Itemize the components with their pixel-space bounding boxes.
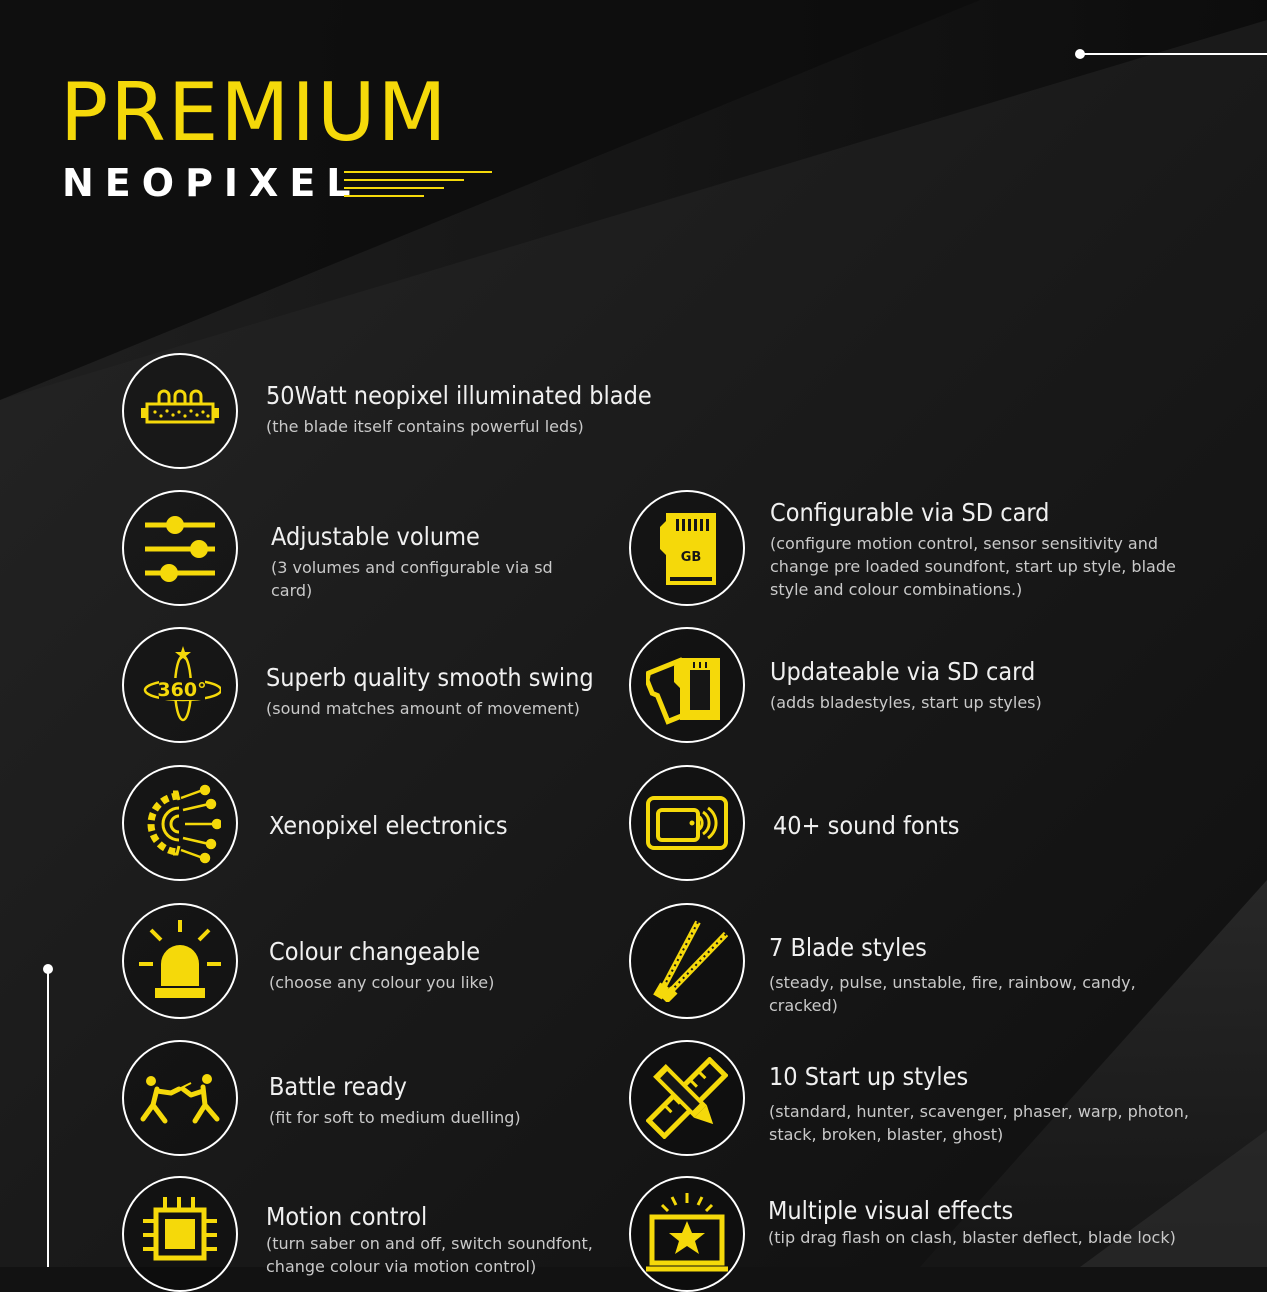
- feature-desc: (fit for soft to medium duelling): [269, 1108, 521, 1127]
- feature-title: Xenopixel electronics: [269, 811, 508, 840]
- siren-light-icon: [122, 903, 238, 1019]
- feature-desc: (turn saber on and off, switch soundfont, change colour via motion control): [266, 1234, 593, 1276]
- feature-title: Motion control: [266, 1202, 428, 1231]
- feature-title: 7 Blade styles: [769, 933, 927, 962]
- feature-title: 10 Start up styles: [769, 1062, 969, 1091]
- feature-desc: (configure motion control, sensor sensitivity and change pre loaded soundfont, start up style, blade style and colour combinations.): [770, 534, 1176, 599]
- feature-title: 50Watt neopixel illuminated blade: [266, 381, 652, 410]
- sd-card-gb-icon: [629, 490, 745, 606]
- feature-title: Colour changeable: [269, 937, 481, 966]
- chip-icon: [122, 1176, 238, 1292]
- feature-title: Updateable via SD card: [770, 657, 1036, 686]
- feature-desc: (choose any colour you like): [269, 973, 495, 992]
- feature-desc: (3 volumes and configurable via sd card): [271, 558, 553, 600]
- title-premium: PREMIUM: [60, 66, 449, 159]
- feature-desc: (adds bladestyles, start up styles): [770, 693, 1042, 712]
- feature-title: Multiple visual effects: [768, 1196, 1014, 1225]
- feature-title: Battle ready: [269, 1072, 407, 1101]
- sliders-icon: [122, 490, 238, 606]
- led-strip-icon: [122, 353, 238, 469]
- feature-title: 40+ sound fonts: [773, 811, 960, 840]
- feature-desc: (sound matches amount of movement): [266, 699, 580, 718]
- svg-text:360°: 360°: [157, 679, 207, 701]
- star-screen-icon: [629, 1176, 745, 1292]
- feature-desc: (the blade itself contains powerful leds): [266, 417, 584, 436]
- sound-card-icon: [629, 765, 745, 881]
- feature-desc: (steady, pulse, unstable, fire, rainbow, candy, cracked): [769, 973, 1136, 1015]
- fencers-icon: [122, 1040, 238, 1156]
- rotate-360-icon: [122, 627, 238, 743]
- feature-desc: (standard, hunter, scavenger, phaser, warp, photon, stack, broken, blaster, ghost): [769, 1102, 1190, 1144]
- feature-title: Adjustable volume: [271, 522, 480, 551]
- title-neopixel: NEOPIXEL: [62, 161, 362, 205]
- feature-title: Configurable via SD card: [770, 498, 1050, 527]
- circuit-gear-icon: [122, 765, 238, 881]
- svg-text:GB: GB: [680, 550, 702, 565]
- pencil-ruler-icon: [629, 1040, 745, 1156]
- feature-desc: (tip drag flash on clash, blaster deflect, blade lock): [768, 1228, 1176, 1247]
- sd-cards-icon: [629, 627, 745, 743]
- speed-lines-icon: [344, 168, 494, 200]
- feature-title: Superb quality smooth swing: [266, 663, 594, 692]
- crossed-blades-icon: [629, 903, 745, 1019]
